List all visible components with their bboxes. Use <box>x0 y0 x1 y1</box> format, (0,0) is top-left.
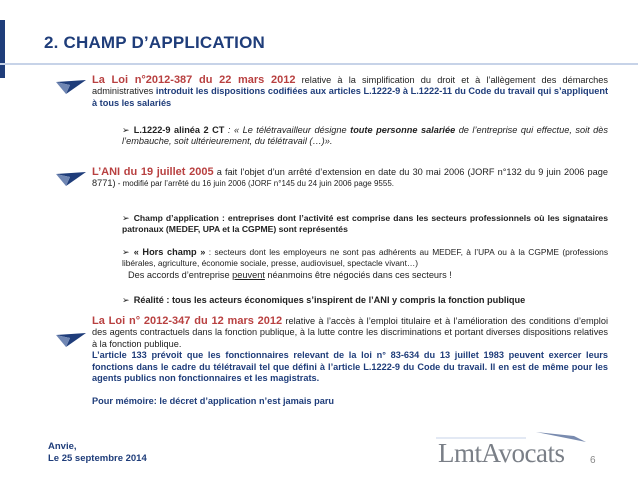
sub-bullet-hors-champ <box>122 247 608 281</box>
lmt-avocats-logo: LmtAvocats <box>438 438 565 468</box>
ani-note: - modifié par l’arrêté du 16 juin 2006 (JORF n°145 du 24 juin 2006 page 9555. <box>115 179 394 189</box>
article-ref: L.1222-9 alinéa 2 CT <box>133 125 225 135</box>
loi-2012-347-title: La Loi n° 2012-347 du 12 mars 2012 <box>92 315 283 327</box>
block-loi-2012-387 <box>92 75 608 109</box>
block-ani-2005 <box>92 167 608 190</box>
ani-text: a fait l’objet d’un arrêté d’extension en date du 30 mai 2006 (JORF n°132 du 9 juin 2006 page 8771) <box>92 167 608 189</box>
loi-2012-387-bold: introduit les dispositions codifiées aux articles L.1222-9 à L.1222-11 du Code du travail qui s’appliquent à tous les salariés <box>92 86 609 108</box>
footer-date <box>48 441 147 465</box>
sub-bullet-champ <box>122 213 608 236</box>
left-accent-bar <box>0 20 5 78</box>
sub-bullet-realite <box>122 295 608 306</box>
top-bar <box>0 0 638 18</box>
loi-2012-387-text: relative à la simplification du droit et à l’allègement des démarches administratives <box>92 75 608 97</box>
loi-2012-347-text: relative à l’accès à l’emploi titulaire et à l’amélioration des conditions d’emploi des agents contractuels dans la fonction publique, à la lutte contre les discriminations et portant diverses dispositions relatives à la fonction publique. <box>92 316 608 349</box>
title-divider <box>0 63 638 65</box>
accords-text-start: Des accords d’entreprise <box>128 269 233 280</box>
champ-text: Champ d’application : entreprises dont l’activité est comprise dans les secteurs professionnels où les signataires patronaux (MEDEF, UPA et la CGPME) sont représentés <box>122 213 608 235</box>
chevron-bullet-icon: ➢ <box>122 125 130 135</box>
article-quote-start: : « Le télétravailleur désigne <box>224 125 351 135</box>
hors-champ-label: « Hors champ » <box>133 247 206 257</box>
memo-text: Pour mémoire: le décret d’application n’est jamais paru <box>92 395 335 406</box>
accords-text-end: néanmoins être négociés dans ces secteurs ! <box>264 269 452 280</box>
page-number: 6 <box>590 455 596 466</box>
page-title: 2. CHAMP D’APPLICATION <box>44 33 266 52</box>
realite-text: Réalité : tous les acteurs économiques s’inspirent de l’ANI y compris la fonction publique <box>133 295 526 305</box>
ani-title: L’ANI du 19 juillet 2005 <box>92 166 214 178</box>
article-133-text: L’article 133 prévoit que les fonctionnaires relevant de la loi n° 83-634 du 13 juillet 1983 peuvent exercer leurs fonctions dans le cadre du télétravail tel que défini à l’article L.1222-9 du Code du travail. Il en est de même pour les agents publics non fonctionnaires et les magistrats. <box>92 350 608 384</box>
arrow-bullet-icon <box>56 80 86 94</box>
loi-2012-387-title: La Loi n°2012-387 du 22 mars 2012 <box>92 74 296 86</box>
footer-city: Anvie, <box>48 441 77 452</box>
sub-bullet-l1222-9 <box>122 125 608 148</box>
block-loi-2012-347 <box>92 316 608 407</box>
accords-underlined: peuvent <box>232 269 265 280</box>
hors-champ-text: : secteurs dont les employeurs ne sont pas adhérents au MEDEF, à l’UPA ou à la CGPME (professions libérales, agriculture, économie sociale, presse, audiovisuel, spectacle vivant…) <box>122 247 609 269</box>
article-quote-bold: toute personne salariée <box>350 125 456 135</box>
article-quote-end: de l’entreprise qui effectue, soit dès l’embauche, soit ultérieurement, du télétravail (…)». <box>122 125 608 147</box>
chevron-bullet-icon: ➢ <box>122 213 130 223</box>
arrow-bullet-icon <box>56 333 86 347</box>
arrow-bullet-icon <box>56 172 86 186</box>
footer-date-text: Le 25 septembre 2014 <box>48 453 147 464</box>
chevron-bullet-icon: ➢ <box>122 247 130 257</box>
chevron-bullet-icon: ➢ <box>122 295 130 305</box>
